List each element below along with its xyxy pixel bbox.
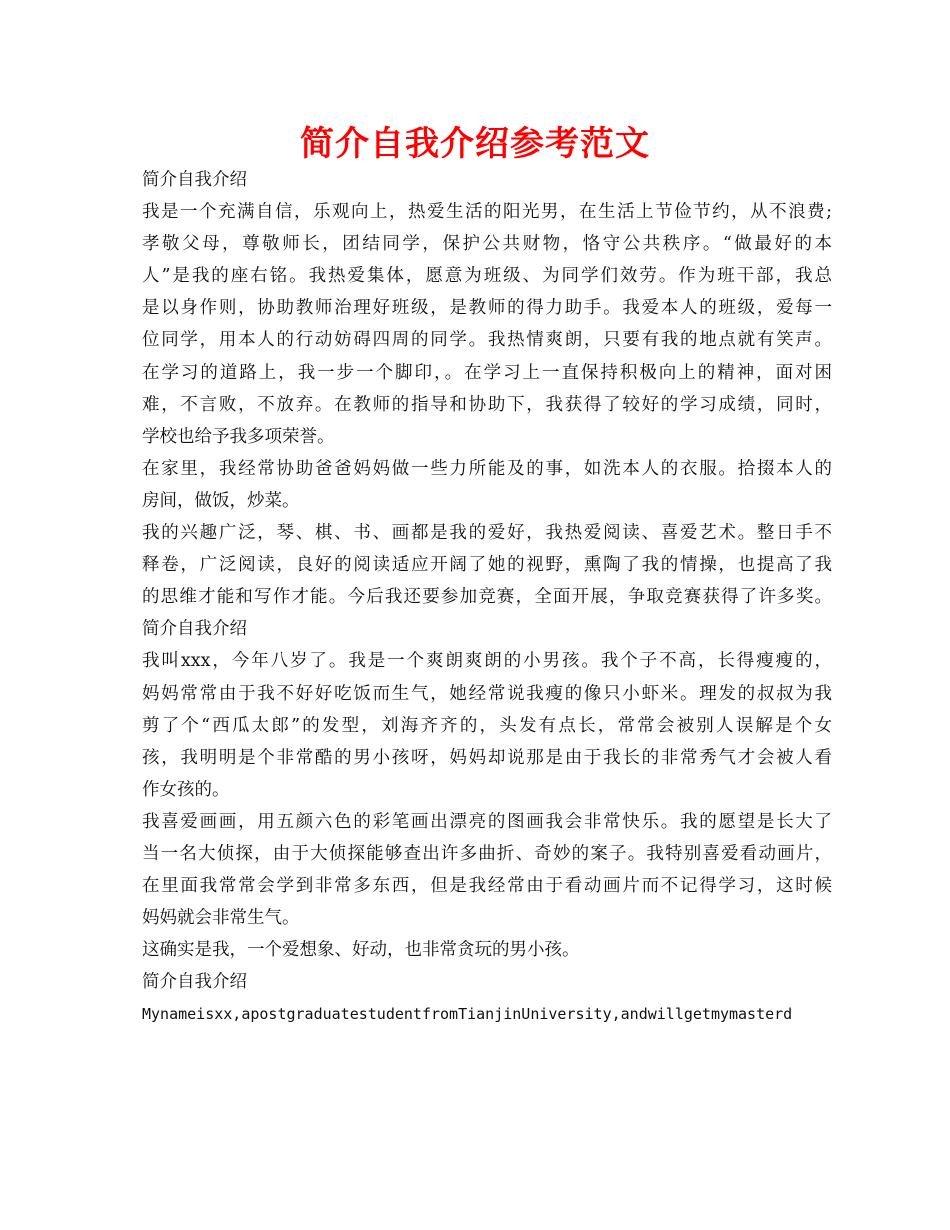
document-body xyxy=(142,164,832,1031)
paragraph-line: 妈妈就会非常生气。 xyxy=(142,908,300,929)
section-heading: 简介自我介绍 xyxy=(142,972,247,993)
paragraph-line: 孩，我明明是个非常酷的男小孩呀，妈妈却说那是由于我长的非常秀气才会被人看 xyxy=(142,747,832,768)
paragraph-line: 作女孩的。 xyxy=(142,779,230,800)
section-heading: 简介自我介绍 xyxy=(142,170,247,190)
paragraph-line: 这确实是我，一个爱想象、好动，也非常贪玩的男小孩。 xyxy=(142,940,580,961)
paragraph-line: 孝敬父母，尊敬师长，团结同学，保护公共财物，恪守公共秩序。“做最好的本 xyxy=(142,234,832,255)
paragraph-line: 难，不言败，不放弃。在教师的指导和协助下，我获得了较好的学习成绩，同时， xyxy=(142,394,832,415)
document-title: 简介自我介绍参考范文 xyxy=(300,124,650,164)
section-heading: 简介自我介绍 xyxy=(142,619,247,640)
paragraph-line: 剪了个“西瓜太郎”的发型，刘海齐齐的，头发有点长，常常会被别人误解是个女 xyxy=(142,715,832,736)
paragraph-line: 在里面我常常会学到非常多东西，但是我经常由于看动画片而不记得学习，这时候 xyxy=(142,876,832,897)
paragraph-line: 释卷，广泛阅读，良好的阅读适应开阔了她的视野，熏陶了我的情操，也提高了我 xyxy=(142,555,832,576)
paragraph-line: 我叫xxx，今年八岁了。我是一个爽朗爽朗的小男孩。我个子不高，长得瘦瘦的， xyxy=(142,651,832,672)
paragraph-line: 位同学，用本人的行动妨碍四周的同学。我热情爽朗，只要有我的地点就有笑声。 xyxy=(142,330,832,351)
paragraph-line: 妈妈常常由于我不好好吃饭而生气，她经常说我瘦的像只小虾米。理发的叔叔为我 xyxy=(142,683,832,704)
paragraph-line: 人”是我的座右铭。我热爱集体，愿意为班级、为同学们效劳。作为班干部，我总 xyxy=(142,266,832,287)
paragraph-line: 在家里，我经常协助爸爸妈妈做一些力所能及的事，如洗本人的衣服。拾掇本人的 xyxy=(142,458,832,479)
paragraph-line: 是以身作则，协助教师治理好班级，是教师的得力助手。我爱本人的班级，爱每一 xyxy=(142,298,832,319)
paragraph-line: 房间，做饭，炒菜。 xyxy=(142,490,300,511)
paragraph-line: 的思维才能和写作才能。今后我还要参加竞赛，全面开展，争取竞赛获得了许多奖。 xyxy=(142,587,832,608)
paragraph-line-english: Mynameisxx,apostgraduatestudentfromTianjinUniversity,andwillgetmymasterd xyxy=(142,1005,793,1024)
paragraph-line: 在学习的道路上，我一步一个脚印，。在学习上一直保持积极向上的精神，面对困 xyxy=(142,362,832,383)
paragraph-line: 当一名大侦探，由于大侦探能够查出许多曲折、奇妙的案子。我特别喜爱看动画片， xyxy=(142,843,832,864)
paragraph-line: 我的兴趣广泛，琴、棋、书、画都是我的爱好，我热爱阅读、喜爱艺术。整日手不 xyxy=(142,523,832,544)
paragraph-line: 我喜爱画画，用五颜六色的彩笔画出漂亮的图画我会非常快乐。我的愿望是长大了 xyxy=(142,811,832,832)
paragraph-line: 学校也给予我多项荣誉。 xyxy=(142,426,335,447)
paragraph-line: 我是一个充满自信，乐观向上，热爱生活的阳光男，在生活上节俭节约，从不浪费; xyxy=(142,202,832,223)
